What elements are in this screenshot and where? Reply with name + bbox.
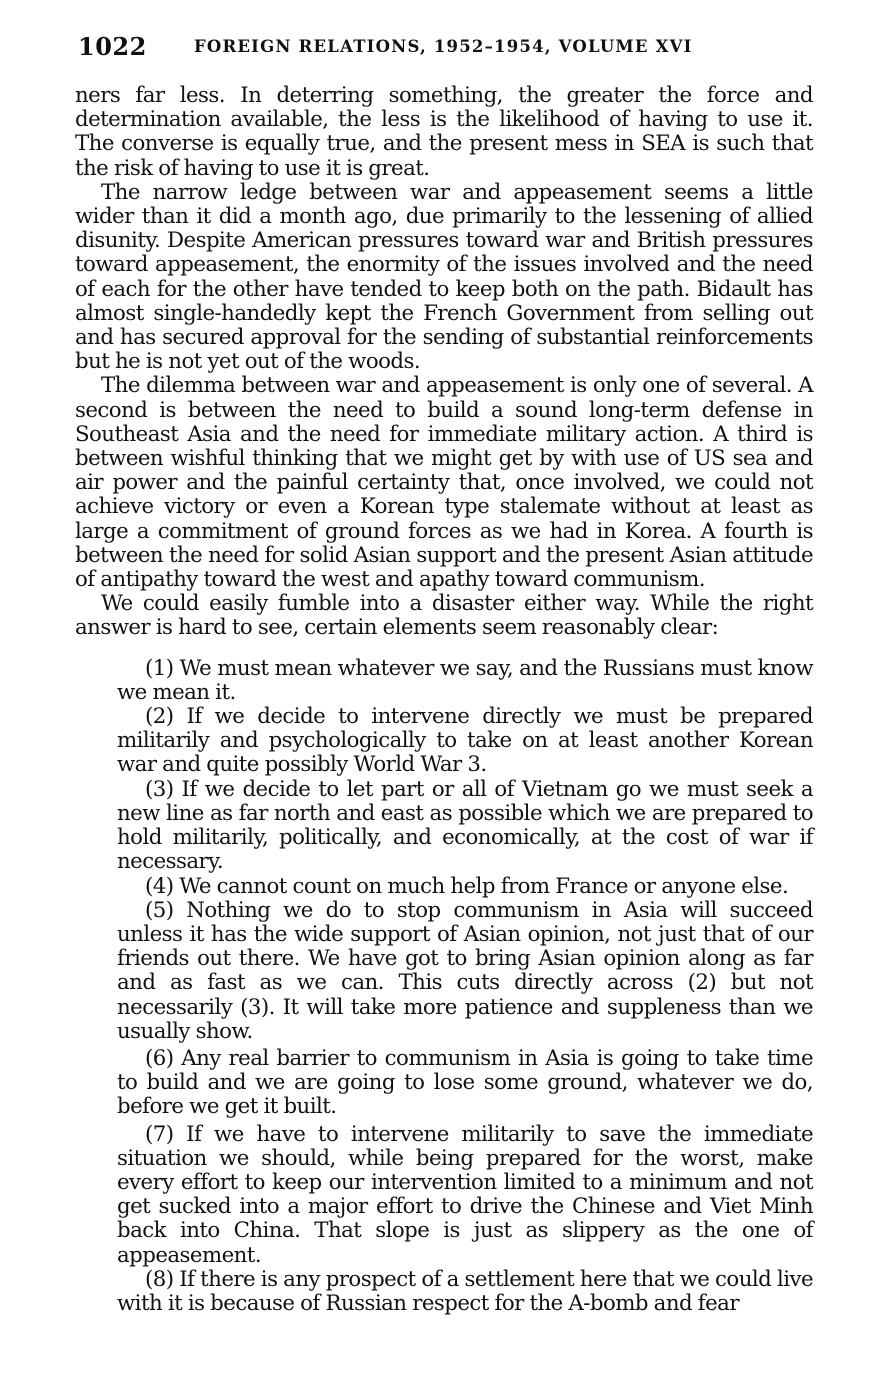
body-text <box>75 84 813 1316</box>
numbered-item-8: (8) If there is any prospect of a settlement here that we could live with it is because of Russian respect for the A-bomb and fear <box>117 1266 813 1316</box>
paragraph-continued: ners far less. In deterring something, the greater the force and determination available, the less is the likelihood of having to use it. The converse is equally true, and the present mess in SEA is such that the risk of having to use it is great. <box>75 83 813 181</box>
numbered-item-3: (3) If we decide to let part or all of Vietnam go we must seek a new line as far north and east as possible which we are prepared to hold militarily, politically, and economically, at the cost of war if necessary. <box>117 776 813 875</box>
paragraph: We could easily fumble into a disaster either way. While the right answer is hard to see, certain elements seem reasonably clear: <box>75 591 813 641</box>
paragraph: The narrow ledge between war and appeasement seems a little wider than it did a month ago, due primarily to the lessening of allied disunity. Despite American pressures toward war and British pressures toward appeasement, the enormity of the issues involved and the need of each for the other have tended to keep both on the path. Bidault has almost single-handedly kept the French Government from selling out and has secured approval for the sending of substantial reinforcements but he is not yet out of the woods. <box>75 179 813 375</box>
numbered-item-2: (2) If we decide to intervene directly we must be prepared militarily and psychologically to take on at least another Korean war and quite possibly World War 3. <box>117 704 813 778</box>
page-number: 1022 <box>78 32 147 61</box>
numbered-item-1: (1) We must mean whatever we say, and the Russians must know we mean it. <box>117 655 813 705</box>
paragraph: The dilemma between war and appeasement is only one of several. A second is between the need to build a sound long-term defense in Southeast Asia and the need for immediate military action. A third is between wishful thinking that we might get by with use of US sea and air power and the painful certainty that, once involved, we could not achieve victory or even a Korean type stalemate without at least as large a commitment of ground forces as we had in Korea. A fourth is between the need for solid Asian support and the present Asian attitude of antipathy toward the west and apathy toward communism. <box>75 373 813 593</box>
numbered-item-6: (6) Any real barrier to communism in Asia is going to take time to build and we are going to lose some ground, whatever we do, before we get it built. <box>117 1045 813 1120</box>
running-title: FOREIGN RELATIONS, 1952–1954, VOLUME XVI <box>194 37 693 56</box>
numbered-item-5: (5) Nothing we do to stop communism in Asia will succeed unless it has the wide support of Asian opinion, not just that of our friends out there. We have got to bring Asian opinion along as far and as fast as we can. This cuts directly across (2) but not necessarily (3). It will take more patience and suppleness than we usually show. <box>117 897 813 1044</box>
running-head <box>78 32 808 62</box>
numbered-item-7: (7) If we have to intervene militarily to save the immediate situation we should, while being prepared for the worst, make every effort to keep our intervention limited to a minimum and not get sucked into a major effort to drive the Chinese and Viet Minh back into China. That slope is just as slippery as the one of appeasement. <box>117 1121 813 1268</box>
numbered-item-4: (4) We cannot count on much help from France or anyone else. <box>145 873 789 899</box>
